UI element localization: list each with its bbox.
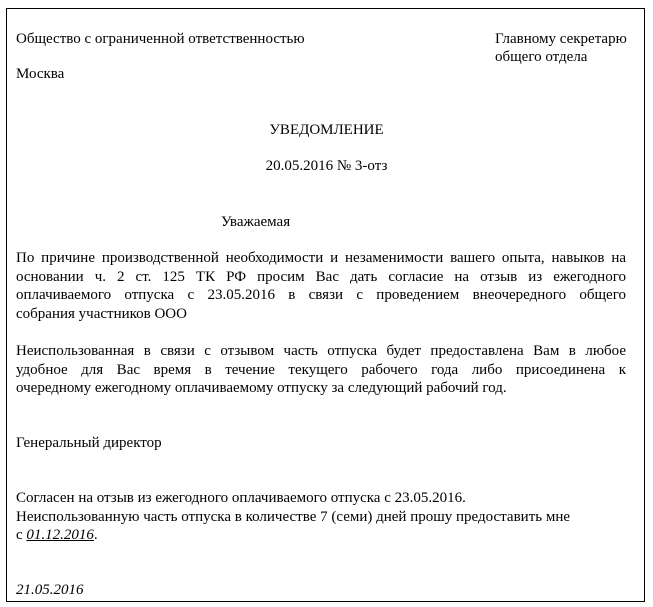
consent-suffix: .	[93, 527, 98, 543]
organization-name: Общество с ограниченной ответственностью	[16, 31, 305, 47]
city: Москва	[16, 66, 65, 82]
paragraph-recall-request	[16, 249, 626, 323]
signatory-title: Генеральный директор	[16, 435, 162, 451]
paragraph-line: оплачиваемого отпуска с 23.05.2016 в связи с проведением внеочередного общего	[16, 287, 626, 303]
salutation: Уважаемая	[221, 214, 291, 230]
recipient-line-1: Главному секретарю	[495, 31, 627, 47]
consent-line-3	[16, 526, 98, 544]
consent-prefix: с	[16, 527, 27, 543]
paragraph-line: По причине производственной необходимости и незаменимости вашего опыта, навыков на	[16, 250, 626, 266]
paragraph-line: удобное для Вас время в течение текущего рабочего года либо присоединена к	[16, 361, 626, 378]
paragraph-unused-leave	[16, 342, 626, 398]
document-page	[6, 8, 645, 602]
recipient-line-2: общего отдела	[495, 49, 588, 65]
document-title: УВЕДОМЛЕНИЕ	[269, 122, 384, 138]
signed-date: 21.05.2016	[16, 582, 84, 598]
paragraph-line: основании ч. 2 ст. 125 ТК РФ просим Вас дать согласие на отзыв из ежегодного	[16, 268, 626, 285]
document-number: 20.05.2016 № 3-отз	[265, 158, 388, 174]
paragraph-line: очередному ежегодному оплачиваемому отпуску за следующий рабочий год.	[16, 380, 507, 396]
paragraph-line: собрания участников ООО	[16, 305, 187, 322]
paragraph-line: Неиспользованная в связи с отзывом часть отпуска будет предоставлена Вам в любое	[16, 343, 626, 359]
consent-return-date: 01.12.2016	[26, 527, 94, 543]
consent-line-2: Неиспользованную часть отпуска в количестве 7 (семи) дней прошу предоставить мне	[16, 509, 571, 525]
consent-line-1: Согласен на отзыв из ежегодного оплачиваемого отпуска с 23.05.2016.	[16, 490, 466, 506]
